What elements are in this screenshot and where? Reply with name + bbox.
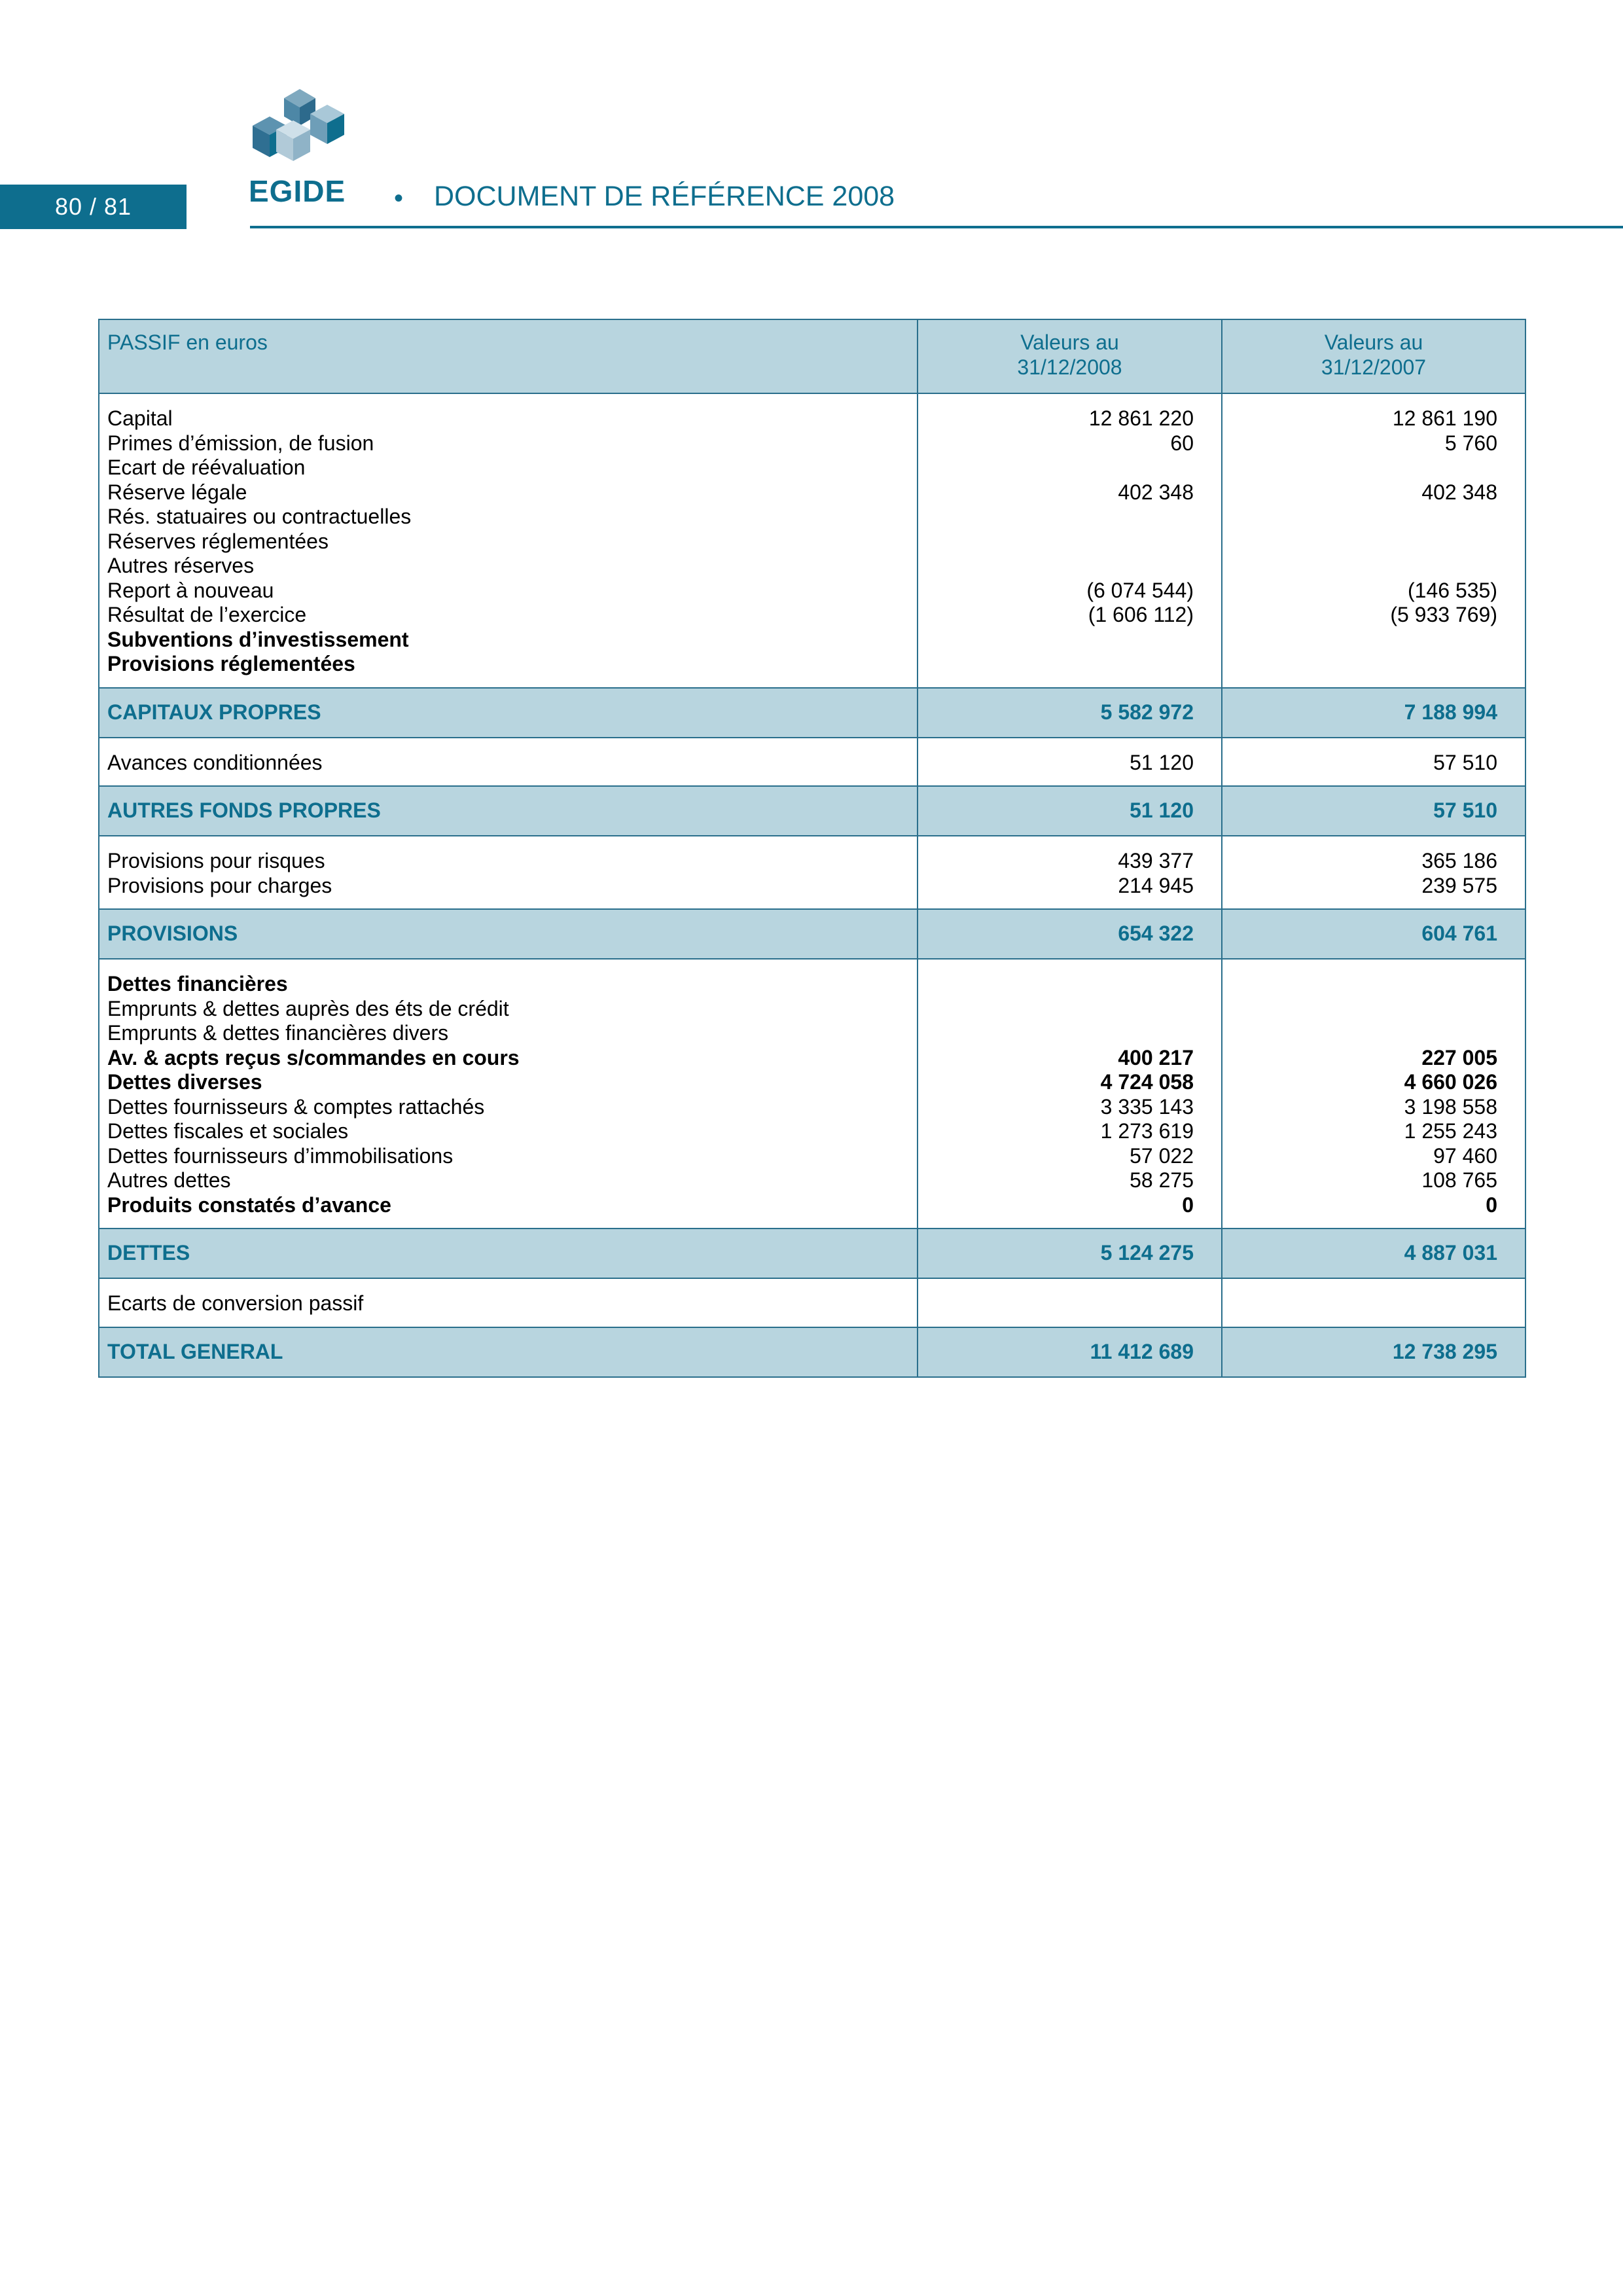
line-item-value: (5 933 769) (1390, 603, 1497, 626)
group-detail-row (99, 1278, 1525, 1327)
line-item-label: Dettes fournisseurs d’immobilisations (107, 1143, 454, 1168)
group-total-row (99, 1229, 1525, 1278)
line-item-value (1230, 1291, 1497, 1316)
document-title: DOCUMENT DE RÉFÉRENCE 2008 (434, 181, 895, 212)
total-label: AUTRES FONDS PROPRES (99, 786, 918, 836)
group-total-row (99, 688, 1525, 738)
line-item-value: 0 (1182, 1193, 1194, 1217)
line-item-value (926, 997, 1194, 1022)
title-bullet: • (394, 184, 404, 213)
line-item-value: 51 120 (1130, 750, 1194, 774)
total-label: PROVISIONS (99, 909, 918, 959)
line-item-value: 214 945 (1118, 873, 1194, 897)
line-item-value: 402 348 (1421, 480, 1497, 504)
line-item-value: 4 660 026 (1404, 1070, 1497, 1094)
line-item-label: Emprunts & dettes financières divers (107, 1021, 449, 1045)
line-item-value: 108 765 (1421, 1168, 1497, 1192)
total-value: 11 412 689 (918, 1327, 1222, 1377)
group-detail-row (99, 836, 1525, 909)
group-detail-row (99, 393, 1525, 688)
line-item-label: Provisions réglementées (107, 652, 355, 675)
line-item-value: 3 335 143 (1100, 1094, 1194, 1119)
line-item-label: Réserve légale (107, 480, 247, 504)
group-total-row (99, 909, 1525, 959)
line-labels-cell (99, 393, 918, 688)
line-item-value: 439 377 (1118, 849, 1194, 872)
header-col-2008: Valeurs au 31/12/2008 (918, 319, 1222, 393)
group-detail-row (99, 959, 1525, 1229)
line-item-label: Dettes diverses (107, 1070, 262, 1094)
line-item-value (1230, 554, 1497, 579)
line-item-label: Autres réserves (107, 554, 255, 577)
values-2007-cell (1222, 393, 1525, 688)
line-item-value (1230, 652, 1497, 677)
line-item-label: Ecarts de conversion passif (107, 1291, 364, 1315)
line-item-value: 1 255 243 (1404, 1119, 1497, 1143)
line-item-value: (146 535) (1408, 578, 1497, 602)
line-item-value (926, 1021, 1194, 1046)
line-item-value (1230, 529, 1497, 554)
line-item-value: 3 198 558 (1404, 1094, 1497, 1119)
line-item-label: Emprunts & dettes auprès des éts de crédit (107, 996, 509, 1020)
total-value: 604 761 (1222, 909, 1525, 959)
line-item-label: Provisions pour charges (107, 873, 332, 897)
total-value: 654 322 (918, 909, 1222, 959)
line-item-value: 239 575 (1421, 873, 1497, 897)
line-item-value: (1 606 112) (1088, 603, 1194, 626)
total-label: CAPITAUX PROPRES (99, 688, 918, 738)
line-item-value: 57 510 (1433, 750, 1497, 774)
line-item-label: Provisions pour risques (107, 849, 325, 872)
logo-text: EGIDE (249, 174, 346, 208)
line-item-value (1230, 997, 1497, 1022)
line-item-value: 12 861 190 (1392, 406, 1497, 430)
line-item-label: Résultat de l’exercice (107, 603, 307, 626)
page-number-tab: 80 / 81 (0, 185, 187, 229)
line-item-value: 402 348 (1118, 480, 1194, 504)
header-divider (250, 226, 1623, 228)
line-item-label: Av. & acpts reçus s/commandes en cours (107, 1045, 520, 1069)
line-item-value (1230, 505, 1497, 529)
group-detail-row (99, 738, 1525, 787)
line-item-value (926, 972, 1194, 997)
line-item-value (926, 529, 1194, 554)
total-label: TOTAL GENERAL (99, 1327, 918, 1377)
values-2008-cell (918, 393, 1222, 688)
values-2007-cell (1222, 1278, 1525, 1327)
values-2007-cell (1222, 959, 1525, 1229)
header-label: PASSIF en euros (99, 319, 918, 393)
group-total-row (99, 786, 1525, 836)
line-item-value: 12 861 220 (1088, 406, 1194, 430)
total-value: 57 510 (1222, 786, 1525, 836)
passif-table (98, 319, 1526, 1378)
line-item-value: 4 724 058 (1100, 1070, 1194, 1094)
line-item-value: 57 022 (1130, 1143, 1194, 1168)
line-item-label: Report à nouveau (107, 578, 274, 602)
line-item-value: 60 (1170, 431, 1194, 455)
line-item-label: Primes d’émission, de fusion (107, 431, 374, 455)
table-header-row (99, 319, 1525, 393)
header-col-2007: Valeurs au 31/12/2007 (1222, 319, 1525, 393)
line-item-label: Avances conditionnées (107, 750, 323, 774)
total-value: 12 738 295 (1222, 1327, 1525, 1377)
line-item-label: Ecart de réévaluation (107, 456, 306, 479)
total-value: 5 582 972 (918, 688, 1222, 738)
line-item-label: Réserves réglementées (107, 529, 329, 553)
total-value: 5 124 275 (918, 1229, 1222, 1278)
line-item-value: 58 275 (1130, 1168, 1194, 1192)
line-item-label: Rés. statuaires ou contractuelles (107, 505, 412, 528)
line-item-value (1230, 1021, 1497, 1046)
line-item-value (926, 628, 1194, 653)
total-value: 7 188 994 (1222, 688, 1525, 738)
total-label: DETTES (99, 1229, 918, 1278)
line-item-value (1230, 628, 1497, 653)
line-item-label: Dettes fournisseurs & comptes rattachés (107, 1094, 485, 1119)
line-item-value: 227 005 (1421, 1045, 1497, 1069)
line-item-label: Capital (107, 406, 173, 430)
line-item-value: 1 273 619 (1100, 1119, 1194, 1143)
line-item-value (926, 456, 1194, 480)
total-value: 4 887 031 (1222, 1229, 1525, 1278)
line-item-value: 97 460 (1433, 1143, 1497, 1168)
line-item-value (926, 505, 1194, 529)
egide-logo (247, 86, 365, 211)
line-item-value: 0 (1486, 1193, 1497, 1217)
line-item-value: 365 186 (1421, 849, 1497, 872)
values-2008-cell (918, 959, 1222, 1229)
line-labels-cell (99, 738, 918, 787)
line-item-label: Autres dettes (107, 1168, 231, 1192)
line-item-label: Dettes fiscales et sociales (107, 1119, 349, 1143)
line-item-label: Dettes financières (107, 972, 288, 996)
line-labels-cell (99, 959, 918, 1229)
line-item-value (1230, 972, 1497, 997)
values-2008-cell (918, 1278, 1222, 1327)
line-item-value (926, 652, 1194, 677)
line-labels-cell (99, 836, 918, 909)
values-2007-cell (1222, 738, 1525, 787)
values-2008-cell (918, 836, 1222, 909)
line-item-value: (6 074 544) (1086, 578, 1194, 602)
line-item-value (926, 1291, 1194, 1316)
line-item-value (1230, 456, 1497, 480)
line-item-label: Produits constatés d’avance (107, 1193, 391, 1217)
total-value: 51 120 (918, 786, 1222, 836)
group-total-row (99, 1327, 1525, 1377)
line-item-value: 400 217 (1118, 1045, 1194, 1069)
line-item-value: 5 760 (1444, 431, 1497, 455)
line-item-value (926, 554, 1194, 579)
values-2008-cell (918, 738, 1222, 787)
line-item-label: Subventions d’investissement (107, 627, 409, 651)
line-labels-cell (99, 1278, 918, 1327)
values-2007-cell (1222, 836, 1525, 909)
